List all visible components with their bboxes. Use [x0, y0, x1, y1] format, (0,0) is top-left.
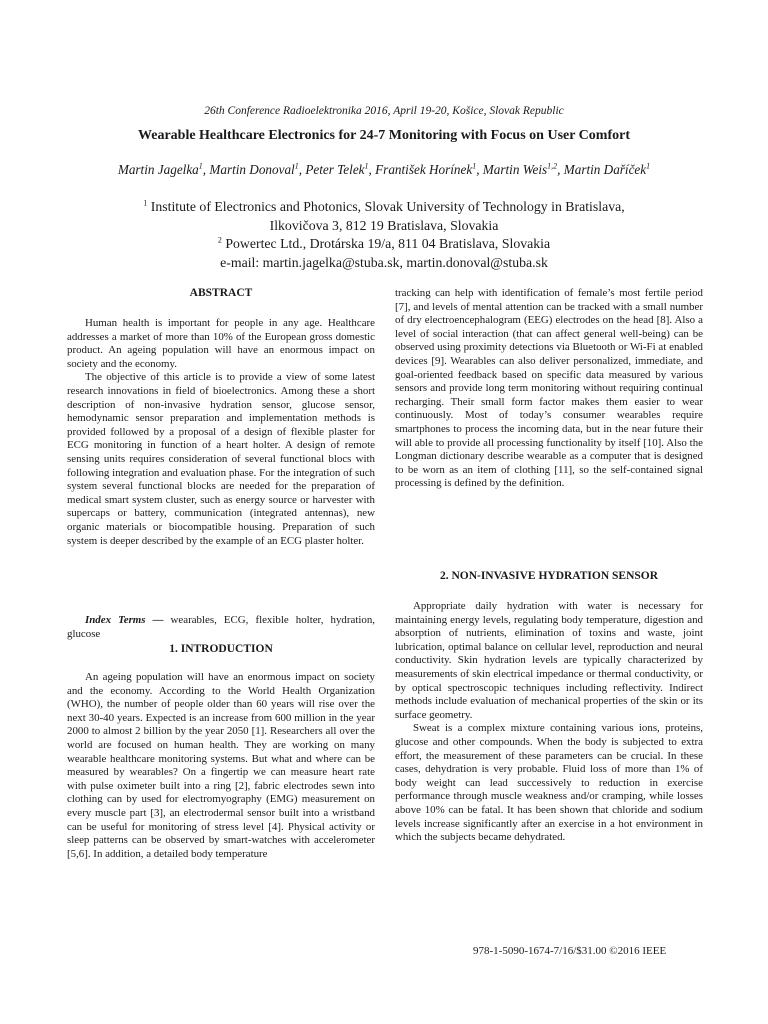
- hydration-body: [395, 600, 703, 845]
- contact-email: e-mail: martin.jagelka@stuba.sk, martin.donoval@stuba.sk: [220, 254, 548, 270]
- introduction-continued: [395, 287, 703, 491]
- hydration-section: [395, 570, 703, 584]
- abstract-body: [67, 317, 375, 548]
- index-terms-label: Index Terms —: [85, 614, 164, 626]
- introduction-paragraph: An ageing population will have an enormous impact on society and the economy. According to the World Health Organization (WHO), the number of people older than 60 years will rise over the next 30-40 years. Expected is an increase from 600 million in the year 2000 to almost 2 billion by the year 2050 [1]. Researchers all over the world are focused on human health. They are working on many wearable healthcare monitoring systems. But what and where can be measured by wearables? On a fingertip we can measure heart rate with pulse oximeter built into a ring [2], fabric electrodes sewn into clothing can by used for electromyography (EMG) measurement on every muscle part [3], an electrodermal sensor built into a wristband can be useful for monitoring of stress level [4]. Physical activity or sleep patterns can be observed by smart-watches with accelerometer [5,6]. In addition, a detailed body temperature: [67, 671, 375, 860]
- hydration-paragraph: Appropriate daily hydration with water is necessary for maintaining energy levels, regulating body temperature, digestion and absorption of nutrients, elimination of toxins and waste, joint lubrication, optimal balance on cellular level, reproduction and neural conductivity. Skin hydration levels are typically characterized by measurements of skin electrical impedance or thermal conductivity, or by optical spectroscopic techniques including reflectivity. Indirect methods include evaluation of mechanical properties of the skin or its surface geometry.: [395, 600, 703, 721]
- author: Martin Weis$^{1,2}$,: [482, 161, 564, 177]
- affiliations: [0, 198, 768, 272]
- index-terms: [67, 614, 375, 641]
- affiliation-1: $^1$ Institute of Electronics and Photonics, Slovak University of Technology in Bratislava,: [143, 198, 625, 214]
- author: Martin Daříček$^1$: [563, 161, 651, 177]
- introduction-section: [67, 643, 375, 657]
- affiliation-2: $^2$ Powertec Ltd., Drotárska 19/a, 811 04 Bratislava, Slovakia: [217, 235, 551, 251]
- hydration-heading: 2. NON-INVASIVE HYDRATION SENSOR: [439, 570, 659, 582]
- paper-title: Wearable Healthcare Electronics for 24-7 Monitoring with Focus on User Comfort: [138, 128, 630, 143]
- author: Martin Jagelka$^1$,: [117, 161, 210, 177]
- introduction-heading: 1. INTRODUCTION: [169, 643, 273, 655]
- abstract-paragraph: The objective of this article is to provide a view of some latest research innovations in field of bioelectronics. Among these a short description of non-invasive hydration sensor, glucose sensor, hemodynamic sensor preparation and implementation methods is provided followed by a proposal of a design of flexible plaster for ECG monitoring in function of a heart holter. A design of remote sensing units requires consideration of several functional blocs with following integration and evaluation phase. For the integration of such system several functional blocks are needed for the preparation of medical smart system cluster, such as energy source or harvester with supercaps or battery, communication (integrated antennas), new organic materials or biocompatible housing. Preparation of such system is deeper described by the example of an ECG plaster holter.: [67, 371, 375, 547]
- author: Peter Telek$^1$,: [305, 161, 376, 177]
- hydration-paragraph: Sweat is a complex mixture containing various ions, proteins, glucose and other compounds. When the body is subjected to extra effort, the measurement of these parameters can be crucial. In these cases, dehydration is very probable. Fluid loss of more than 1% of body weight can lead successively to reduction in exercise performance through muscle weakness and/or cramping, while losses above 10% can be fatal. It has been shown that chloride and sodium levels increase significantly after an exercise in a hot environment in which the subjects became dehydrated.: [395, 722, 703, 844]
- conference-line: 26th Conference Radioelektronika 2016, April 19-20, Košice, Slovak Republic: [204, 105, 564, 117]
- abstract-paragraph: Human health is important for people in any age. Healthcare addresses a market of more than 10% of the European gross domestic product. An ageing population will have an enormous impact on society and the economy.: [67, 317, 375, 370]
- author: Martin Donoval$^1$,: [209, 161, 306, 177]
- abstract-heading: ABSTRACT: [189, 287, 253, 299]
- abstract-section: [67, 287, 375, 301]
- introduction-paragraph-continued: tracking can help with identification of female’s most fertile period [7], and levels of mental attention can be tracked with a small number of dry electroencephalogram (EEG) electrodes on the head [8]. Also a level of social interaction (that can affect general well-being) can be observed using proximity detections via Bluetooth or Wi-Fi at enabled devices [9]. Wearables can also deliver personalized, immediate, and goal-oriented feedback based on specific data measured by various sensors and provide long term monitoring without requiring continual recharging. Their small form factor makes them easier to wear continuously. Most of today’s consumer wearables require smartphones to process the incoming data, but in the near future their will able to provide all processing functionality by itself [10]. Also the Longman dictionary describe wearable as a computer that is designed to be worn as an item of clothing [11], so the self-contained signal processing is defined by the definition.: [395, 287, 703, 490]
- index-terms-text: wearables, ECG, flexible holter, hydration, glucose: [67, 614, 375, 640]
- introduction-body: [67, 671, 375, 861]
- author: František Horínek$^1$,: [375, 161, 483, 177]
- copyright-footer: 978-1-5090-1674-7/16/$31.00 ©2016 IEEE: [473, 945, 667, 957]
- affiliation-1-address: Ilkovičova 3, 812 19 Bratislava, Slovakia: [269, 217, 499, 233]
- author-list: [0, 162, 768, 178]
